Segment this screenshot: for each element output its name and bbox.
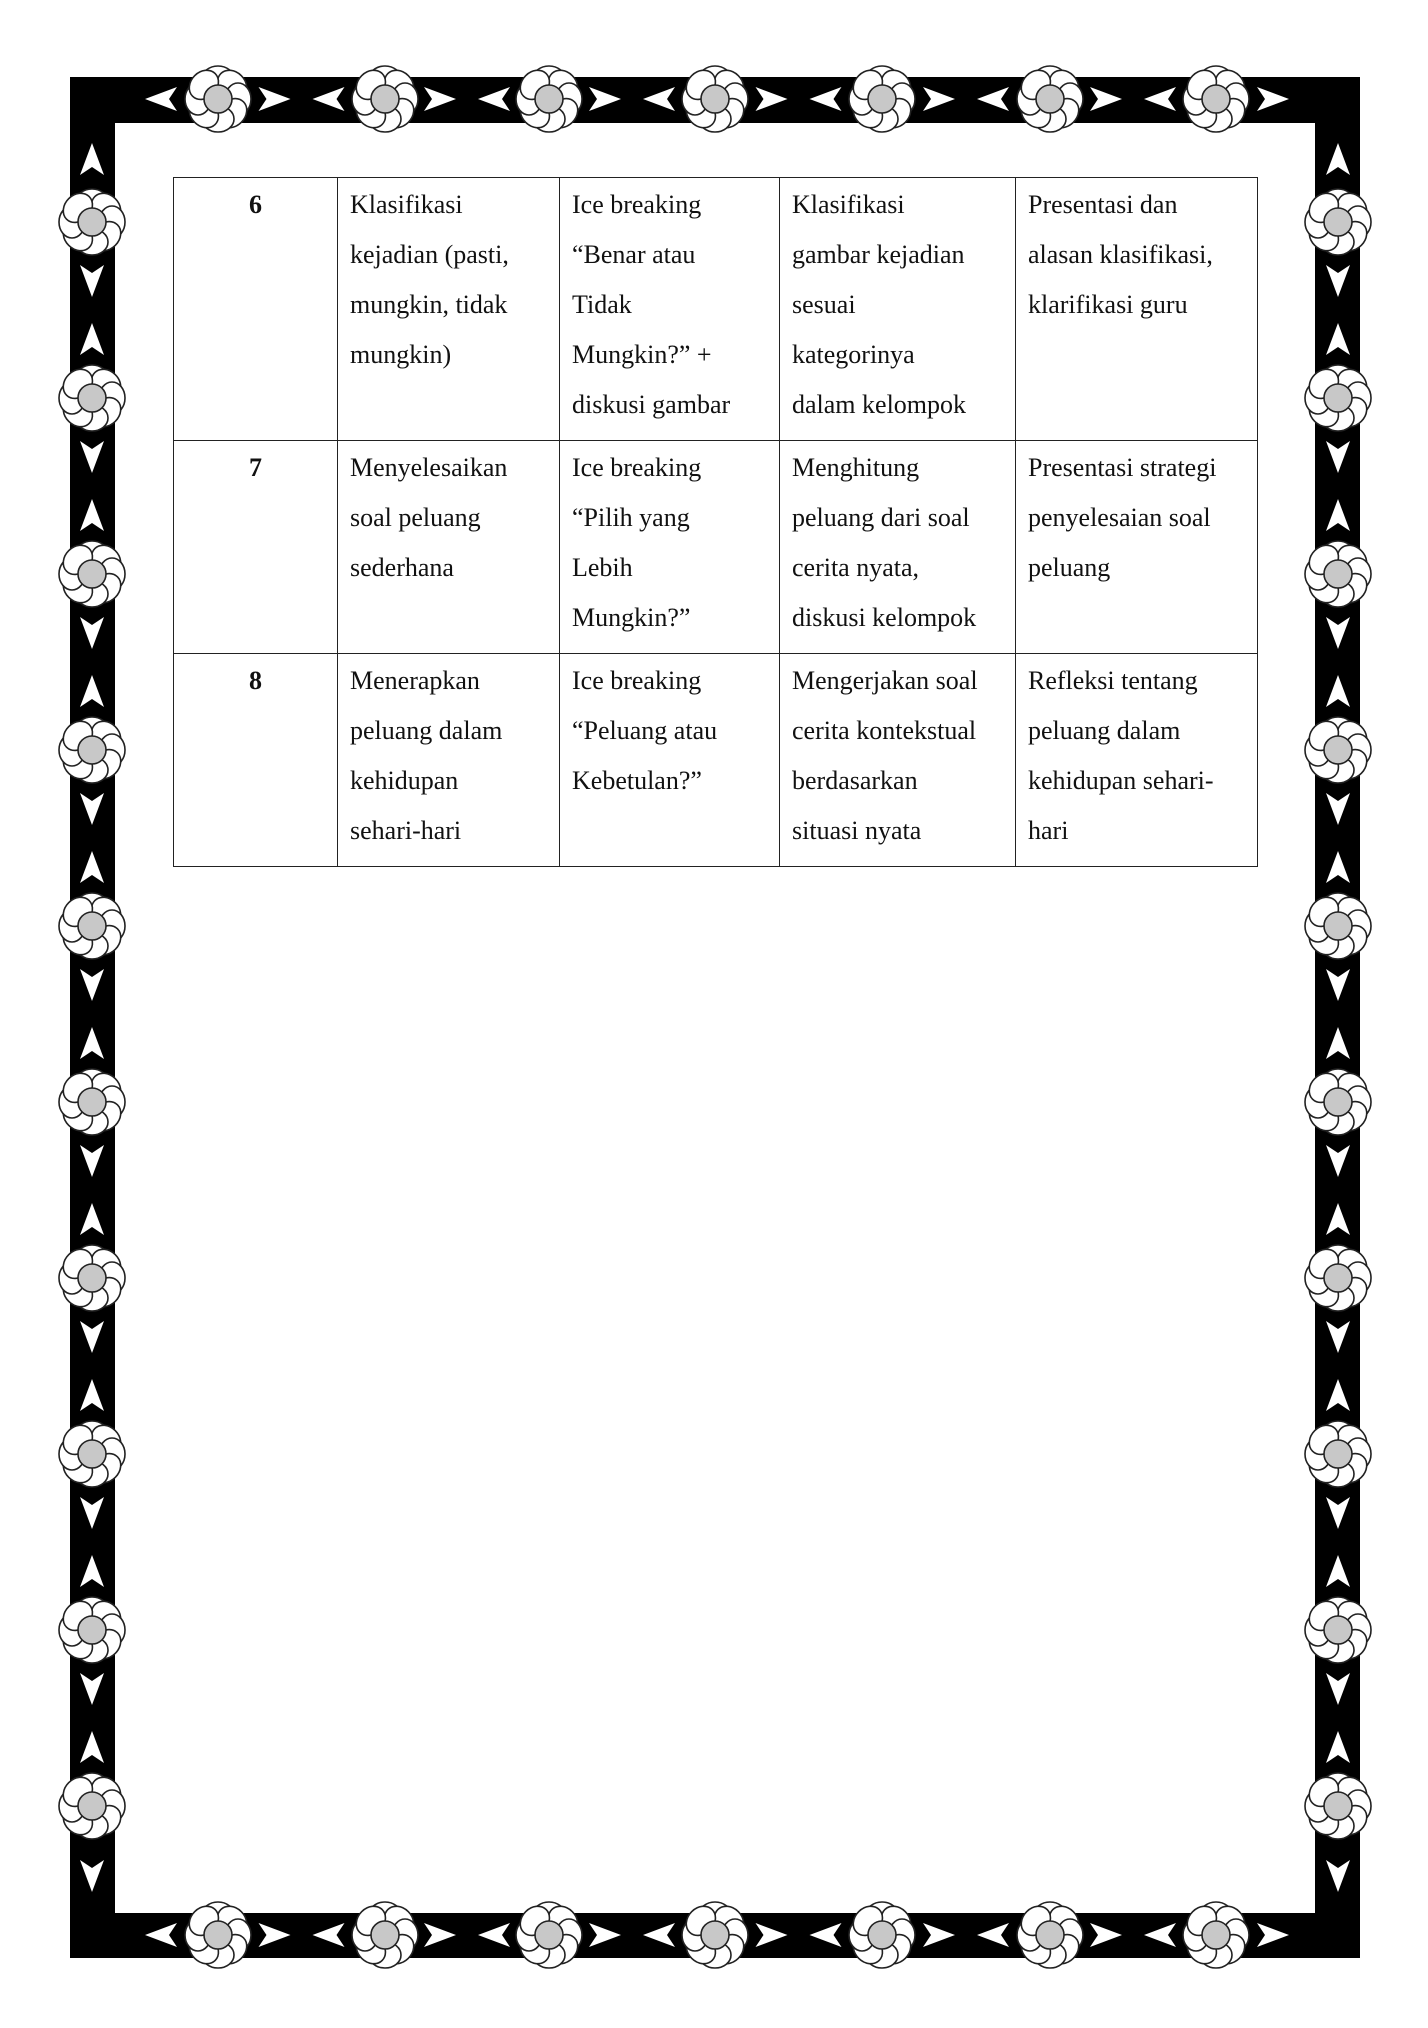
flower-icon bbox=[1303, 891, 1372, 960]
flower-icon bbox=[350, 1900, 419, 1969]
objective-cell bbox=[338, 178, 560, 441]
cell-text-line: Mengerjakan soal bbox=[792, 666, 978, 695]
meeting-number-cell: 6 bbox=[174, 178, 338, 441]
flower-icon bbox=[1181, 64, 1250, 133]
cell-text-line: alasan klasifikasi, bbox=[1028, 240, 1213, 269]
flower-icon bbox=[57, 187, 126, 256]
flower-icon bbox=[57, 1243, 126, 1312]
cell-text-line: berdasarkan bbox=[792, 766, 918, 795]
cell-text-line: Klasifikasi bbox=[792, 190, 905, 219]
activity-cell bbox=[780, 178, 1016, 441]
cell-text-line: diskusi gambar bbox=[572, 390, 731, 419]
activity-cell bbox=[780, 441, 1016, 654]
flower-icon bbox=[350, 64, 419, 133]
cell-text-line: Menyelesaikan bbox=[350, 453, 508, 482]
lesson-plan-table bbox=[173, 177, 1258, 867]
activity-cell bbox=[780, 654, 1016, 867]
cell-text-line: dalam kelompok bbox=[792, 390, 967, 419]
cell-text-line: “Peluang atau bbox=[572, 716, 718, 745]
cell-text-line: Ice breaking bbox=[572, 190, 702, 219]
flower-icon bbox=[847, 64, 916, 133]
ice-breaking-cell bbox=[560, 654, 780, 867]
cell-text-line: Mungkin?” + bbox=[572, 340, 712, 369]
cell-text-line: situasi nyata bbox=[792, 816, 922, 845]
assessment-cell bbox=[1016, 178, 1258, 441]
flower-icon bbox=[57, 1771, 126, 1840]
cell-text-line: peluang bbox=[1028, 553, 1111, 582]
lesson-plan-table-container bbox=[173, 177, 1257, 867]
flower-icon bbox=[1303, 1419, 1372, 1488]
cell-text-line: penyelesaian soal bbox=[1028, 503, 1211, 532]
cell-text-line: Presentasi strategi bbox=[1028, 453, 1217, 482]
cell-text-line: Ice breaking bbox=[572, 453, 702, 482]
objective-cell bbox=[338, 654, 560, 867]
cell-text-line: “Benar atau bbox=[572, 240, 696, 269]
assessment-cell bbox=[1016, 654, 1258, 867]
cell-text-line: Menghitung bbox=[792, 453, 920, 482]
flower-icon bbox=[1015, 1900, 1084, 1969]
cell-text-line: kejadian (pasti, bbox=[350, 240, 509, 269]
flower-icon bbox=[1303, 715, 1372, 784]
cell-text-line: gambar kejadian bbox=[792, 240, 965, 269]
flower-icon bbox=[1303, 1243, 1372, 1312]
flower-icon bbox=[514, 1900, 583, 1969]
flower-icon bbox=[183, 64, 252, 133]
cell-text-line: sesuai bbox=[792, 290, 856, 319]
flower-icon bbox=[1303, 187, 1372, 256]
flower-icon bbox=[1303, 1771, 1372, 1840]
flower-icon bbox=[57, 891, 126, 960]
cell-text-line: kategorinya bbox=[792, 340, 915, 369]
meeting-number-cell: 7 bbox=[174, 441, 338, 654]
cell-text-line: Refleksi tentang bbox=[1028, 666, 1198, 695]
cell-text-line: Ice breaking bbox=[572, 666, 702, 695]
flower-icon bbox=[1015, 64, 1084, 133]
flower-icon bbox=[57, 363, 126, 432]
cell-text-line: peluang dalam bbox=[1028, 716, 1181, 745]
cell-text-line: peluang dari soal bbox=[792, 503, 970, 532]
cell-text-line: klarifikasi guru bbox=[1028, 290, 1188, 319]
cell-text-line: cerita nyata, bbox=[792, 553, 920, 582]
cell-text-line: Lebih bbox=[572, 553, 633, 582]
flower-icon bbox=[680, 1900, 749, 1969]
flower-icon bbox=[847, 1900, 916, 1969]
flower-icon bbox=[57, 1419, 126, 1488]
table-row bbox=[174, 178, 1258, 441]
cell-text-line: soal peluang bbox=[350, 503, 481, 532]
flower-icon bbox=[1303, 363, 1372, 432]
ice-breaking-cell bbox=[560, 178, 780, 441]
objective-cell bbox=[338, 441, 560, 654]
cell-text-line: “Pilih yang bbox=[572, 503, 690, 532]
flower-icon bbox=[514, 64, 583, 133]
top-border-ornaments bbox=[145, 64, 1289, 133]
cell-text-line: peluang dalam bbox=[350, 716, 503, 745]
cell-text-line: sehari-hari bbox=[350, 816, 462, 845]
cell-text-line: cerita kontekstual bbox=[792, 716, 977, 745]
cell-text-line: mungkin, tidak bbox=[350, 290, 508, 319]
assessment-cell bbox=[1016, 441, 1258, 654]
table-row bbox=[174, 654, 1258, 867]
cell-text-line: Menerapkan bbox=[350, 666, 480, 695]
bottom-border-ornaments bbox=[145, 1900, 1289, 1969]
flower-icon bbox=[57, 1067, 126, 1136]
cell-text-line: Kebetulan?” bbox=[572, 766, 702, 795]
table-row bbox=[174, 441, 1258, 654]
cell-text-line: mungkin) bbox=[350, 340, 452, 369]
flower-icon bbox=[183, 1900, 252, 1969]
flower-icon bbox=[57, 539, 126, 608]
flower-icon bbox=[1181, 1900, 1250, 1969]
cell-text-line: sederhana bbox=[350, 553, 454, 582]
cell-text-line: kehidupan bbox=[350, 766, 459, 795]
cell-text-line: Mungkin?” bbox=[572, 603, 691, 632]
cell-text-line: Presentasi dan bbox=[1028, 190, 1178, 219]
flower-icon bbox=[1303, 539, 1372, 608]
flower-icon bbox=[57, 715, 126, 784]
ice-breaking-cell bbox=[560, 441, 780, 654]
flower-icon bbox=[57, 1595, 126, 1664]
cell-text-line: hari bbox=[1028, 816, 1069, 845]
flower-icon bbox=[1303, 1067, 1372, 1136]
cell-text-line: Tidak bbox=[572, 290, 632, 319]
flower-icon bbox=[1303, 1595, 1372, 1664]
meeting-number-cell: 8 bbox=[174, 654, 338, 867]
flower-icon bbox=[680, 64, 749, 133]
cell-text-line: kehidupan sehari- bbox=[1028, 766, 1214, 795]
cell-text-line: diskusi kelompok bbox=[792, 603, 977, 632]
cell-text-line: Klasifikasi bbox=[350, 190, 463, 219]
